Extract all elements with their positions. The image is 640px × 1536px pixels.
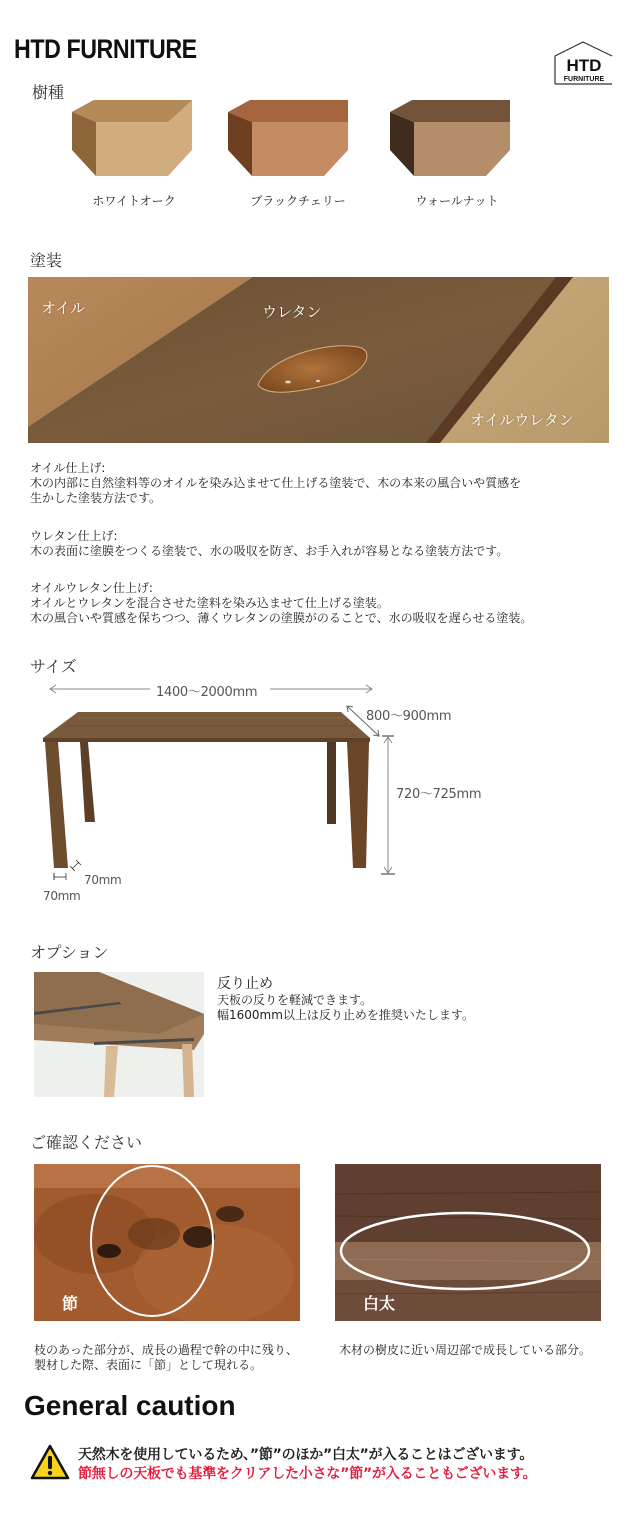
- finish-description-urethane: [30, 529, 508, 559]
- sapwood-label: 白太: [363, 1294, 396, 1313]
- dimension-depth: 800〜900mm: [366, 709, 452, 724]
- knot-label: 節: [62, 1294, 79, 1313]
- svg-text:FURNITURE: FURNITURE: [563, 76, 605, 83]
- house-logo-icon: [553, 40, 614, 86]
- dimension-width: 1400〜2000mm: [156, 685, 258, 700]
- knot-photo: [34, 1164, 300, 1321]
- option-title: 反り止め: [217, 976, 273, 992]
- desc-title: オイル仕上げ:: [30, 461, 106, 475]
- desc-line: 木の表面に塗膜をつくる塗装で、水の吸収を防ぎ、お手入れが容易となる塗装方法です。: [30, 544, 509, 558]
- wood-sample-image: [388, 100, 510, 176]
- caution-heading: General caution: [24, 1390, 236, 1421]
- svg-text:HTD: HTD: [566, 56, 602, 75]
- warning-icon: [30, 1444, 70, 1480]
- desc-title: オイルウレタン仕上げ:: [30, 581, 153, 595]
- dimension-leg-depth: 70mm: [84, 873, 122, 887]
- size-heading: サイズ: [30, 657, 77, 676]
- species-item-black-cherry: [226, 100, 348, 180]
- dimension-leg-width: 70mm: [43, 889, 81, 903]
- check-heading: ご確認ください: [30, 1133, 143, 1152]
- caption-line: 枝のあった部分が、成長の過程で幹の中に残り、: [34, 1343, 298, 1357]
- species-heading: 樹種: [32, 83, 65, 102]
- finish-label-oil: オイル: [41, 299, 86, 317]
- desc-line: 木の風合いや質感を保ちつつ、薄くウレタンの塗膜がのることで、水の吸収を遅らせる塗装。: [30, 611, 533, 625]
- option-line: 天板の反りを軽減できます。: [217, 993, 373, 1007]
- finish-comparison-photo: [28, 277, 609, 443]
- finish-label-oil-urethane: オイルウレタン: [470, 411, 574, 429]
- desc-line: 生かした塗装方法です。: [30, 491, 162, 505]
- caution-line-1: 天然木を使用しているため、”節”のほか”白太”が入ることはございます。: [78, 1447, 534, 1463]
- desc-line: オイルとウレタンを混合させた塗料を染み込ませて仕上げる塗装。: [30, 596, 389, 610]
- dimension-height: 720〜725mm: [396, 787, 482, 802]
- finish-description-oil-urethane: [30, 581, 532, 626]
- desc-title: ウレタン仕上げ:: [30, 529, 118, 543]
- finish-label-urethane: ウレタン: [262, 303, 322, 321]
- species-label: ブラックチェリー: [250, 194, 346, 208]
- species-label: ウォールナット: [415, 194, 499, 208]
- caption-line: 木材の樹皮に近い周辺部で成長している部分。: [339, 1343, 592, 1357]
- option-photo: [34, 972, 204, 1097]
- knot-caption: [34, 1343, 298, 1373]
- brand-title: HTD FURNITURE: [14, 34, 197, 64]
- caution-line-2: 節無しの天板でも基準をクリアした小さな”節”が入ることもございます。: [78, 1466, 537, 1482]
- sapwood-photo: [335, 1164, 601, 1321]
- option-description: [217, 993, 474, 1023]
- species-item-walnut: [388, 100, 510, 180]
- wood-sample-image: [70, 100, 192, 176]
- species-label: ホワイトオーク: [92, 194, 176, 208]
- wood-sample-image: [226, 100, 348, 176]
- warp-stopper-image: [34, 972, 204, 1097]
- finish-description-oil: [30, 461, 521, 506]
- option-line: 幅1600mm以上は反り止めを推奨いたします。: [217, 1008, 474, 1022]
- caption-line: 製材した際、表面に「節」として現れる。: [34, 1358, 263, 1372]
- brand-logo: [553, 40, 614, 86]
- species-item-white-oak: [70, 100, 192, 180]
- sapwood-caption: [339, 1343, 591, 1358]
- desc-line: 木の内部に自然塗料等のオイルを染み込ませて仕上げる塗装で、木の本来の風合いや質感を: [30, 476, 522, 490]
- option-heading: オプション: [30, 943, 109, 962]
- finish-heading: 塗装: [30, 251, 63, 270]
